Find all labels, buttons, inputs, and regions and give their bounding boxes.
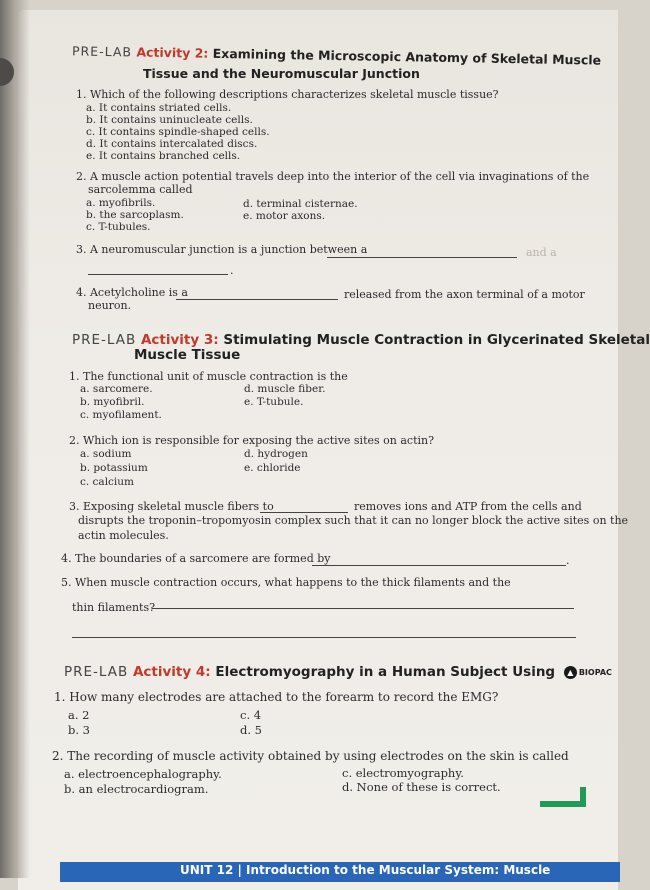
a2-q4-middle: released from the axon terminal of a motor — [344, 288, 585, 301]
a3-question-5: 5. When muscle contraction occurs, what happens to the thick filaments and the — [61, 576, 511, 589]
a3-q1-option-d: d. muscle fiber. — [244, 383, 326, 395]
a3-q2-option-a: a. sodium — [80, 448, 132, 460]
a4-q1-option-a: a. 2 — [68, 708, 90, 722]
a3-q1-option-e: e. T-tubule. — [244, 396, 304, 408]
a4-q2-option-d: d. None of these is correct. — [342, 780, 501, 794]
activity3-subtitle-line2: Muscle Tissue — [134, 347, 241, 363]
activity-subtitle: Examining the Microscopic Anatomy of Skeletal Muscle — [212, 45, 602, 68]
a3-q5-blank-1[interactable] — [152, 608, 574, 609]
a3-question-2: 2. Which ion is responsible for exposing the active sites on actin? — [69, 434, 434, 447]
a2-q1-option-e: e. It contains branched cells. — [86, 150, 241, 162]
biopac-circle-icon: ▲ — [564, 666, 577, 679]
activity3-heading — [72, 332, 650, 348]
a2-question-4: 4. Acetylcholine is a — [76, 286, 188, 299]
a2-q2-option-a: a. myofibrils. — [86, 197, 156, 209]
a2-question-2: 2. A muscle action potential travels deep into the interior of the cell via invaginations of the — [76, 170, 590, 183]
a2-question-1: 1. Which of the following descriptions characterizes skeletal muscle tissue? — [76, 88, 499, 101]
a2-q2-option-c: c. T-tubules. — [86, 221, 151, 233]
activity-subtitle: Electromyography in a Human Subject Using — [215, 664, 556, 680]
biopac-logo-text: BIOPAC — [578, 667, 612, 677]
a2-question-2-line2: sarcolemma called — [88, 183, 193, 196]
a4-question-2: 2. The recording of muscle activity obtained by using electrodes on the skin is called — [52, 749, 569, 763]
activity-title: Activity 3: — [140, 332, 219, 348]
a4-q1-option-d: d. 5 — [240, 723, 262, 737]
activity-subtitle: Stimulating Muscle Contraction in Glycerinated Skeletal — [223, 332, 650, 348]
a3-question-1: 1. The functional unit of muscle contraction is the — [69, 370, 348, 383]
a3-q2-option-d: d. hydrogen — [244, 448, 308, 460]
footer-text: UNIT 12 | Introduction to the Muscular System: Muscle — [180, 863, 551, 877]
a3-q4-period: . — [566, 554, 570, 567]
a3-q3-tail: removes ions and ATP from the cells and — [354, 500, 582, 513]
a2-q1-option-c: c. It contains spindle-shaped cells. — [86, 126, 270, 138]
a2-q1-option-b: b. It contains uninucleate cells. — [86, 114, 253, 126]
a2-q1-option-d: d. It contains intercalated discs. — [86, 138, 258, 150]
activity-title: Activity 4: — [132, 664, 211, 680]
a2-q3-blank-2[interactable] — [88, 274, 228, 275]
a3-question-5-line2: thin filaments? — [72, 601, 156, 614]
a4-q2-option-c: c. electromyography. — [342, 766, 464, 780]
a4-question-1: 1. How many electrodes are attached to the forearm to record the EMG? — [54, 690, 499, 704]
a4-q1-option-c: c. 4 — [240, 708, 262, 722]
activity-title: Activity 2: — [136, 44, 209, 61]
a3-q4-blank[interactable] — [312, 565, 566, 566]
a4-q2-option-a: a. electroencephalography. — [64, 767, 222, 781]
a2-question-4-line2: neuron. — [88, 299, 132, 312]
a3-question-3-line2: disrupts the troponin–tropomyosin complex such that it can no longer block the active sites on the — [78, 514, 629, 527]
a2-q3-tail: and a — [526, 246, 557, 259]
prelab-label: PRE-LAB — [72, 332, 137, 348]
a2-q4-blank[interactable] — [176, 299, 338, 300]
a3-q1-option-a: a. sarcomere. — [80, 383, 153, 395]
a2-q2-option-d: d. terminal cisternae. — [243, 198, 358, 210]
a3-q5-blank-2[interactable] — [72, 637, 576, 638]
green-corner-mark — [540, 787, 586, 807]
a3-q1-option-c: c. myofilament. — [80, 409, 162, 421]
a3-q2-option-c: c. calcium — [80, 476, 135, 488]
a2-question-3: 3. A neuromuscular junction is a junction between a — [76, 243, 368, 256]
prelab-label: PRE-LAB — [71, 43, 133, 60]
page-edge-shadow — [0, 0, 30, 878]
a2-q1-option-a: a. It contains striated cells. — [86, 102, 232, 114]
a2-q3-blank-1[interactable] — [327, 257, 517, 258]
prelab-label: PRE-LAB — [64, 664, 129, 680]
a4-q2-option-b: b. an electrocardiogram. — [64, 782, 209, 796]
a3-question-4: 4. The boundaries of a sarcomere are formed by — [61, 552, 331, 565]
a3-question-3-line3: actin molecules. — [78, 529, 169, 542]
a3-q1-option-b: b. myofibril. — [80, 396, 145, 408]
biopac-logo — [564, 666, 612, 679]
a3-q2-option-e: e. chloride — [244, 462, 301, 474]
a3-q3-blank[interactable] — [260, 512, 348, 513]
a3-question-3: 3. Exposing skeletal muscle fibers to — [69, 500, 274, 513]
a4-q1-option-b: b. 3 — [68, 723, 90, 737]
a2-q2-option-e: e. motor axons. — [243, 210, 326, 222]
activity4-heading — [64, 664, 612, 680]
a2-q2-option-b: b. the sarcoplasm. — [86, 209, 184, 221]
a2-q3-period: . — [230, 264, 234, 277]
activity2-subtitle-line2: Tissue and the Neuromuscular Junction — [143, 66, 420, 81]
a3-q2-option-b: b. potassium — [80, 462, 148, 474]
